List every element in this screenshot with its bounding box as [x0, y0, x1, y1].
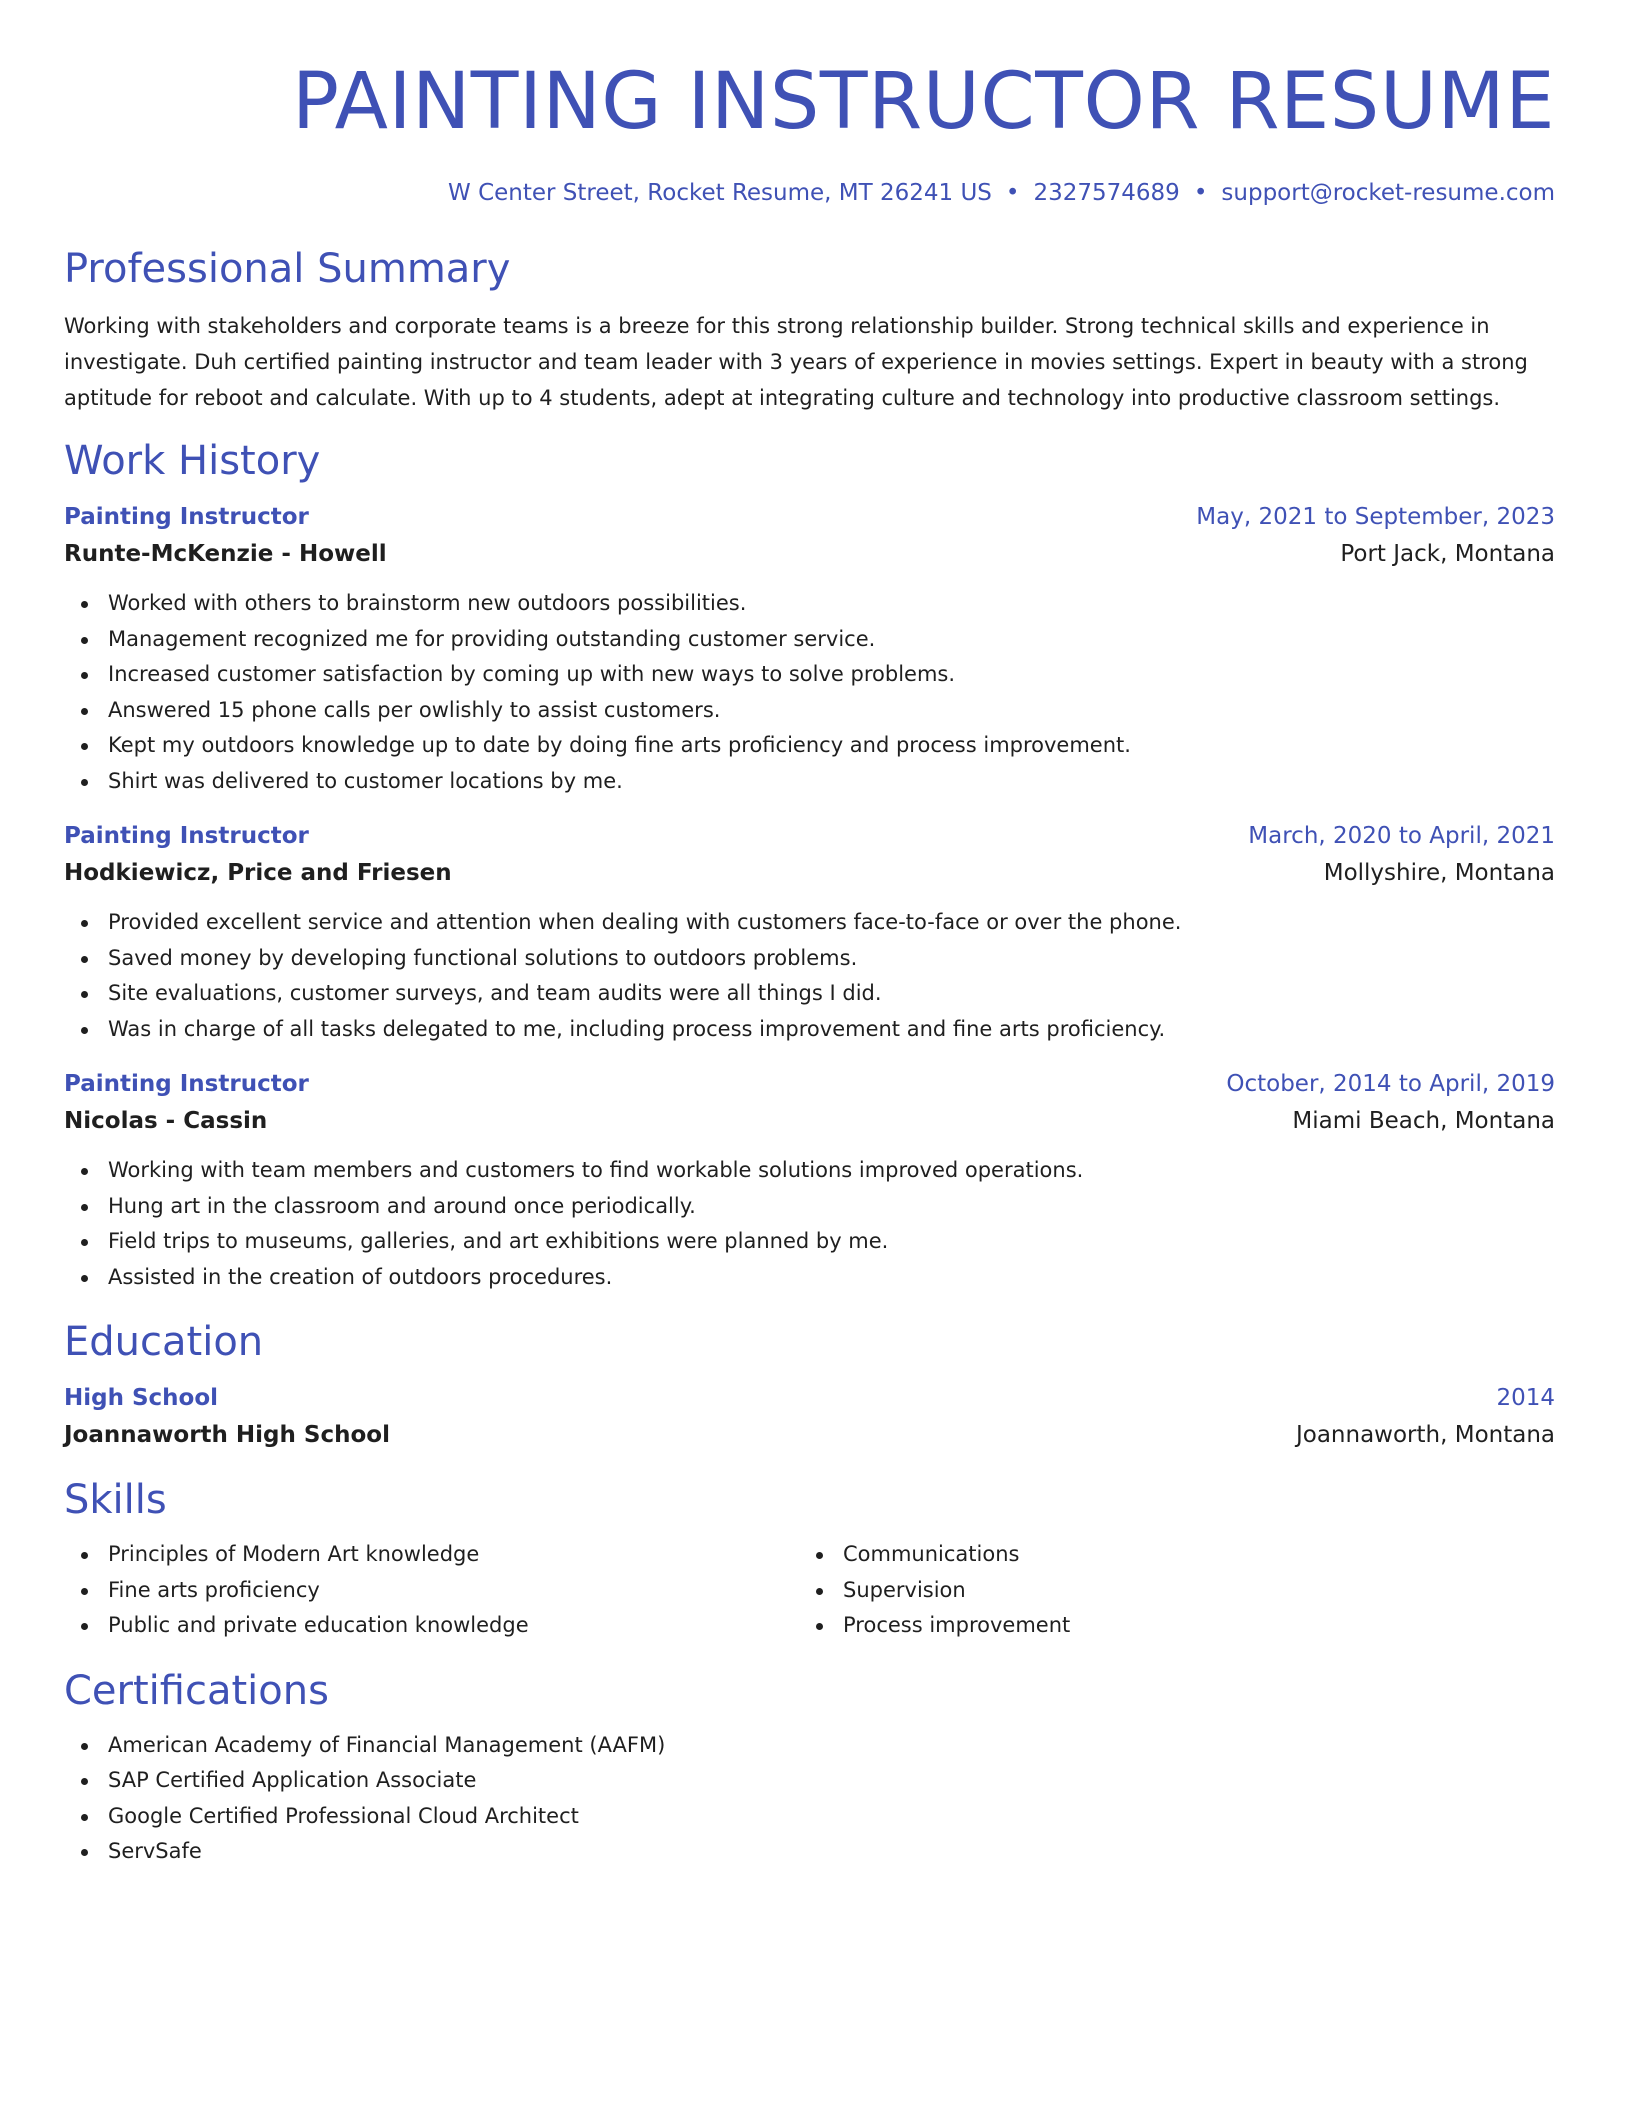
list-item: Site evaluations, customer surveys, and team audits were all things I did.: [108, 976, 1555, 1012]
list-item: Worked with others to brainstorm new outdoors possibilities.: [108, 586, 1555, 622]
job-entry: [64, 1067, 1555, 1295]
contact-line: [64, 178, 1555, 208]
list-item: Saved money by developing functional solutions to outdoors problems.: [108, 941, 1555, 977]
job-entry: [64, 500, 1555, 799]
job-location: Mollyshire, Montana: [1323, 860, 1555, 886]
job-location: Port Jack, Montana: [1340, 541, 1555, 567]
list-item: American Academy of Financial Management (AAFM): [108, 1728, 1555, 1764]
education-degree: High School: [64, 1385, 219, 1411]
education-entry: [64, 1381, 1555, 1455]
contact-separator: •: [1193, 180, 1208, 206]
contact-email[interactable]: support@rocket-resume.com: [1221, 180, 1555, 206]
job-location: Miami Beach, Montana: [1292, 1108, 1555, 1134]
list-item: Hung art in the classroom and around once periodically.: [108, 1189, 1555, 1225]
job-dates: May, 2021 to September, 2023: [1196, 504, 1555, 530]
education-location: Joannaworth, Montana: [1295, 1422, 1555, 1448]
job-employer: Hodkiewicz, Price and Friesen: [64, 860, 452, 886]
skills-column-right: [799, 1537, 1534, 1644]
list-item: Shirt was delivered to customer locations by me.: [108, 764, 1555, 800]
list-item: SAP Certified Application Associate: [108, 1763, 1555, 1799]
skills-list: [799, 1537, 1534, 1644]
list-item: Management recognized me for providing outstanding customer service.: [108, 622, 1555, 658]
skills-grid: [64, 1537, 1555, 1644]
summary-heading: Professional Summary: [64, 246, 511, 292]
job-employer: Nicolas - Cassin: [64, 1108, 268, 1134]
skills-column-left: [64, 1537, 799, 1644]
summary-text: Working with stakeholders and corporate teams is a breeze for this strong relationship builder. Strong technical skills and experience in investigate. Duh certified painting instructor and team leader with 3 years of experience in movies settings. Expert in beauty with a strong aptitude for reboot and calculate. With up to 4 students, adept at integrating culture and technology into productive classroom settings.: [64, 314, 1528, 410]
resume-title: PAINTING INSTRUCTOR RESUME: [292, 57, 1555, 147]
list-item: ServSafe: [108, 1834, 1555, 1870]
contact-address: W Center Street, Rocket Resume, MT 26241 US: [448, 180, 992, 206]
job-bullets: [64, 586, 1555, 799]
list-item: Answered 15 phone calls per owlishly to assist customers.: [108, 693, 1555, 729]
job-bullets: [64, 1153, 1555, 1295]
education-heading: Education: [64, 1319, 264, 1365]
resume-page: [64, 0, 1555, 1870]
list-item: Supervision: [843, 1573, 1534, 1609]
list-item: Assisted in the creation of outdoors procedures.: [108, 1260, 1555, 1296]
list-item: Working with team members and customers to find workable solutions improved operations.: [108, 1153, 1555, 1189]
skills-list: [64, 1537, 799, 1644]
list-item: Principles of Modern Art knowledge: [108, 1537, 799, 1573]
list-item: Field trips to museums, galleries, and art exhibitions were planned by me.: [108, 1224, 1555, 1260]
job-title: Painting Instructor: [64, 504, 309, 530]
certifications-list: [64, 1728, 1555, 1870]
job-title: Painting Instructor: [64, 1071, 309, 1097]
job-bullets: [64, 905, 1555, 1047]
job-entry: [64, 819, 1555, 1047]
list-item: Increased customer satisfaction by coming up with new ways to solve problems.: [108, 657, 1555, 693]
list-item: Communications: [843, 1537, 1534, 1573]
list-item: Public and private education knowledge: [108, 1608, 799, 1644]
contact-separator: •: [1005, 180, 1020, 206]
list-item: Was in charge of all tasks delegated to me, including process improvement and fine arts proficiency.: [108, 1012, 1555, 1048]
list-item: Process improvement: [843, 1608, 1534, 1644]
list-item: Provided excellent service and attention when dealing with customers face-to-face or over the phone.: [108, 905, 1555, 941]
list-item: Fine arts proficiency: [108, 1573, 799, 1609]
education-school: Joannaworth High School: [64, 1422, 390, 1448]
education-year: 2014: [1496, 1385, 1555, 1411]
contact-phone: 2327574689: [1033, 180, 1180, 206]
job-title: Painting Instructor: [64, 823, 309, 849]
skills-heading: Skills: [64, 1477, 167, 1523]
job-employer: Runte-McKenzie - Howell: [64, 541, 387, 567]
certifications-heading: Certifications: [64, 1667, 329, 1714]
work-history-heading: Work History: [64, 438, 321, 484]
job-dates: March, 2020 to April, 2021: [1248, 823, 1555, 849]
list-item: Google Certified Professional Cloud Architect: [108, 1799, 1555, 1835]
job-dates: October, 2014 to April, 2019: [1226, 1071, 1555, 1097]
list-item: Kept my outdoors knowledge up to date by doing fine arts proficiency and process improvement.: [108, 728, 1555, 764]
